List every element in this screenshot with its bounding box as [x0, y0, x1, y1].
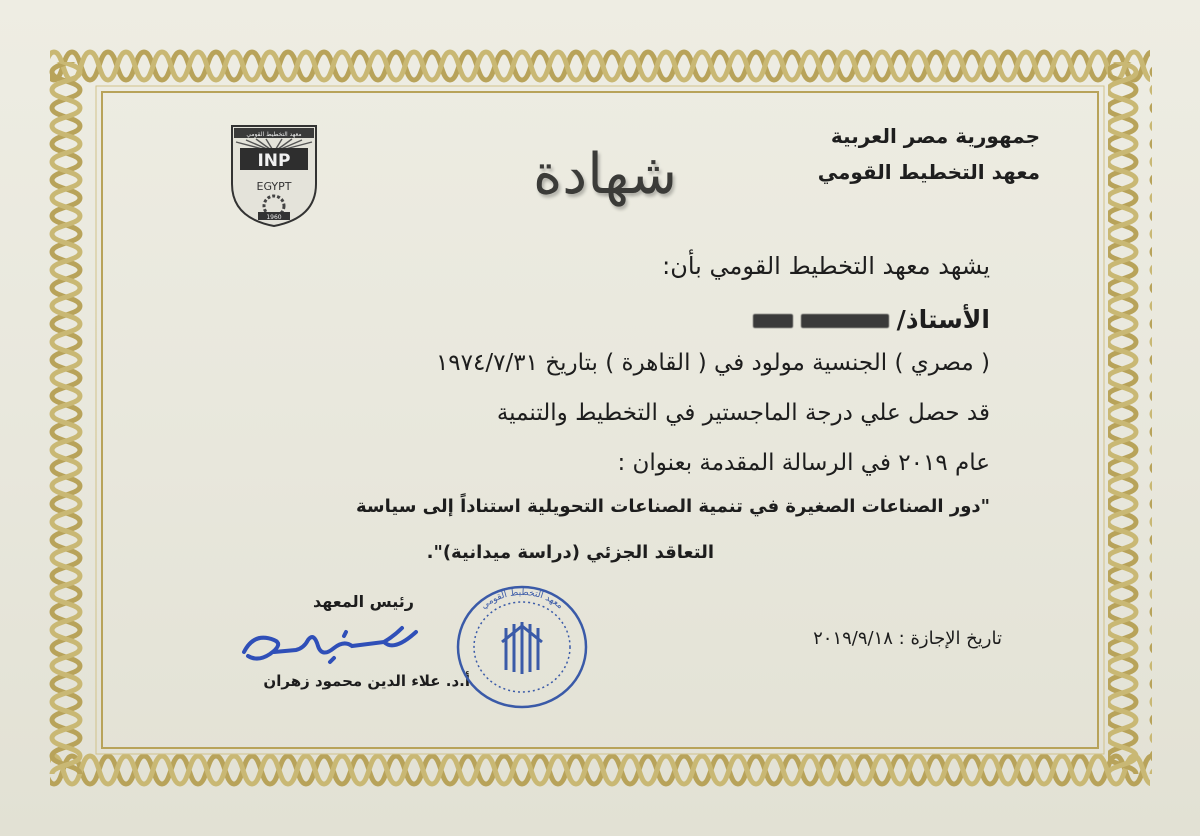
- logo-year: 1960: [266, 214, 282, 221]
- handwritten-signature: [234, 612, 434, 672]
- logo-country: EGYPT: [256, 180, 292, 193]
- logo-abbr: INP: [257, 151, 291, 171]
- approval-label: تاريخ الإجازة :: [898, 628, 1002, 649]
- inp-logo: [226, 122, 322, 228]
- name-line: [190, 305, 990, 334]
- name-prefix: الأستاذ/: [896, 305, 990, 334]
- redacted-name-part: [753, 314, 793, 328]
- year-line: عام ٢٠١٩ في الرسالة المقدمة بعنوان :: [617, 450, 990, 476]
- birth-line: ( مصري ) الجنسية مولود في ( القاهرة ) بتاريخ ١٩٧٤/٧/٣١: [435, 350, 990, 376]
- signatory-title: رئيس المعهد: [313, 592, 414, 611]
- thesis-title-line-2: التعاقد الجزئي (دراسة ميدانية)".: [426, 542, 714, 563]
- official-stamp: [452, 582, 592, 712]
- logo-top-text: معهد التخطيط القومي: [246, 131, 302, 138]
- country-name: جمهورية مصر العربية: [830, 124, 1040, 148]
- certificate-title: شهادة: [532, 142, 678, 207]
- institute-name: معهد التخطيط القومي: [817, 160, 1040, 184]
- intro-line: يشهد معهد التخطيط القومي بأن:: [662, 252, 990, 280]
- approval-date-line: [582, 628, 1002, 649]
- signatory-name: أ.د. علاء الدين محمود زهران: [263, 672, 470, 690]
- svg-text:معهد التخطيط القومي: [479, 588, 564, 612]
- degree-line: قد حصل علي درجة الماجستير في التخطيط والتنمية: [496, 400, 990, 426]
- thesis-title-line-1: "دور الصناعات الصغيرة في تنمية الصناعات التحويلية استناداً إلى سياسة: [355, 496, 990, 517]
- signature-block: [234, 592, 474, 702]
- stamp-ring-text: معهد التخطيط القومي: [479, 587, 565, 612]
- redacted-name: [801, 314, 889, 328]
- approval-date: ٢٠١٩/٩/١٨: [813, 628, 893, 649]
